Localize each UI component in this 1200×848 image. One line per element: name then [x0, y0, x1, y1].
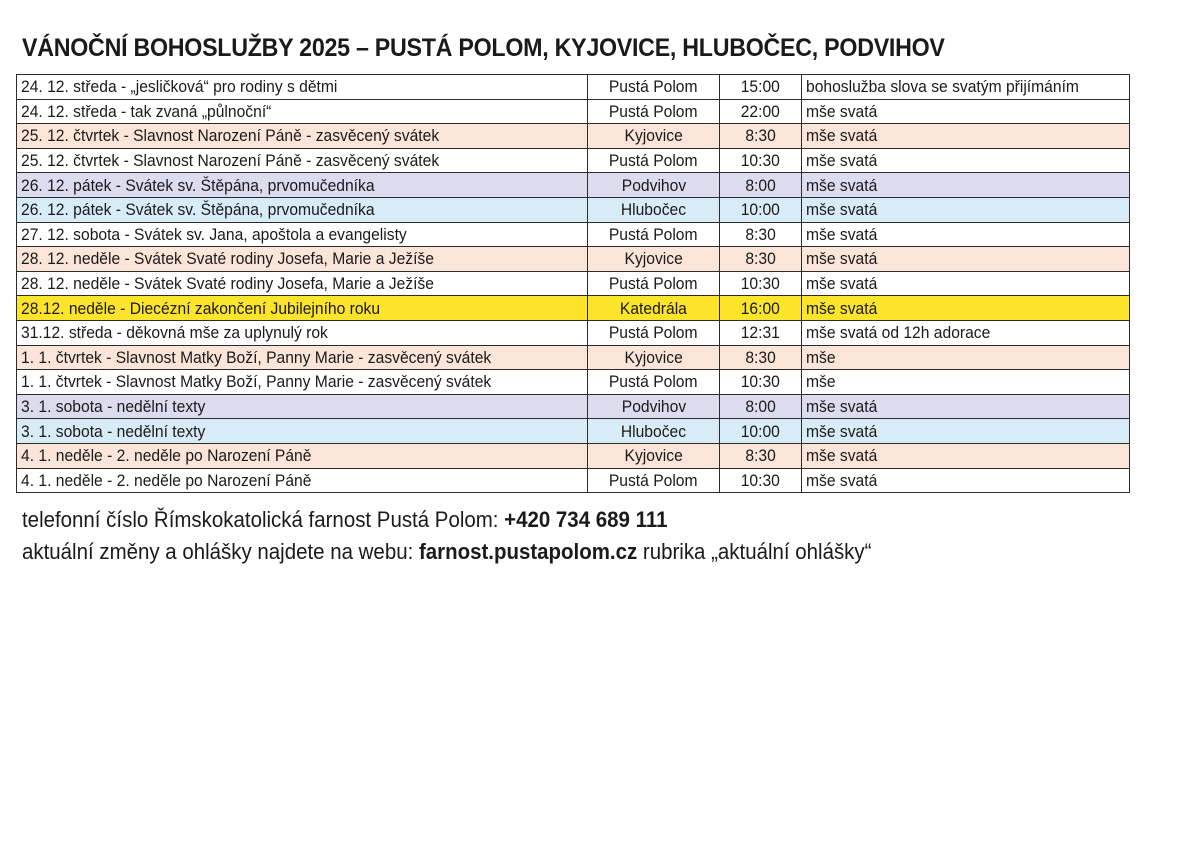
service-description-cell-text: 28. 12. neděle - Svátek Svaté rodiny Josefa, Marie a Ježíše: [21, 274, 434, 294]
place-cell-text: Podvihov: [621, 175, 686, 195]
time-cell-text: 10:00: [740, 200, 781, 220]
time-cell-text: 10:30: [740, 470, 781, 490]
time-cell: [720, 419, 802, 444]
service-description-cell: [17, 370, 588, 395]
table-row: [17, 247, 1130, 272]
service-description-cell-text: 4. 1. neděle - 2. neděle po Narození Páně: [21, 470, 312, 490]
time-cell: [720, 320, 802, 345]
phone-number: +420 734 689 111: [504, 507, 668, 532]
time-cell: [720, 173, 802, 198]
time-cell: [720, 345, 802, 370]
note-cell-text: mše svatá: [806, 274, 878, 294]
service-description-cell: [17, 394, 588, 419]
time-cell-text: 8:30: [745, 249, 776, 269]
time-cell-text: 8:30: [745, 347, 776, 367]
service-description-cell-text: 4. 1. neděle - 2. neděle po Narození Páně: [21, 446, 312, 466]
service-description-cell: [17, 197, 588, 222]
note-cell: [802, 197, 1130, 222]
table-row: [17, 148, 1130, 173]
place-cell-text: Kyjovice: [624, 446, 683, 466]
place-cell: [588, 124, 720, 149]
service-description-cell-text: 1. 1. čtvrtek - Slavnost Matky Boží, Panny Marie - zasvěcený svátek: [21, 347, 492, 367]
note-cell: [802, 468, 1130, 493]
place-cell-text: Pustá Polom: [609, 151, 698, 171]
place-cell: [588, 271, 720, 296]
note-cell-text: mše svatá: [806, 175, 878, 195]
schedule-table: [16, 74, 1130, 493]
note-cell-text: mše: [806, 347, 836, 367]
service-description-cell-text: 28. 12. neděle - Svátek Svaté rodiny Josefa, Marie a Ježíše: [21, 249, 434, 269]
footer-phone: [22, 507, 667, 533]
table-row: [17, 173, 1130, 198]
service-description-cell-text: 1. 1. čtvrtek - Slavnost Matky Boží, Panny Marie - zasvěcený svátek: [21, 372, 492, 392]
note-cell-text: mše svatá: [806, 397, 878, 417]
place-cell-text: Pustá Polom: [609, 101, 698, 121]
table-row: [17, 345, 1130, 370]
service-description-cell-text: 28.12. neděle - Diecézní zakončení Jubilejního roku: [21, 298, 381, 318]
table-row: [17, 296, 1130, 321]
place-cell: [588, 320, 720, 345]
place-cell-text: Hlubočec: [620, 421, 687, 441]
place-cell-text: Katedrála: [620, 298, 687, 318]
time-cell: [720, 296, 802, 321]
service-description-cell: [17, 148, 588, 173]
note-cell: [802, 370, 1130, 395]
service-description-cell: [17, 419, 588, 444]
time-cell: [720, 99, 802, 124]
service-description-cell: [17, 173, 588, 198]
service-description-cell: [17, 296, 588, 321]
service-description-cell-text: 3. 1. sobota - nedělní texty: [21, 397, 206, 417]
place-cell-text: Hlubočec: [620, 200, 687, 220]
service-description-cell-text: 25. 12. čtvrtek - Slavnost Narození Páně - zasvěcený svátek: [21, 126, 440, 146]
note-cell-text: mše svatá: [806, 298, 878, 318]
page-title: VÁNOČNÍ BOHOSLUŽBY 2025 – PUSTÁ POLOM, KYJOVICE, HLUBOČEC, PODVIHOV: [22, 34, 945, 62]
table-row: [17, 443, 1130, 468]
time-cell: [720, 124, 802, 149]
service-description-cell-text: 3. 1. sobota - nedělní texty: [21, 421, 206, 441]
note-cell: [802, 271, 1130, 296]
place-cell-text: Pustá Polom: [609, 224, 698, 244]
note-cell: [802, 247, 1130, 272]
place-cell: [588, 173, 720, 198]
note-cell-text: mše svatá: [806, 151, 878, 171]
service-description-cell-text: 31.12. středa - děkovná mše za uplynulý rok: [21, 323, 328, 343]
note-cell-text: mše svatá: [806, 446, 878, 466]
note-cell-text: mše svatá: [806, 101, 878, 121]
place-cell: [588, 468, 720, 493]
time-cell-text: 10:30: [740, 372, 781, 392]
note-cell-text: mše svatá: [806, 421, 878, 441]
place-cell: [588, 148, 720, 173]
time-cell: [720, 148, 802, 173]
service-description-cell: [17, 247, 588, 272]
time-cell-text: 15:00: [740, 77, 781, 97]
service-description-cell: [17, 443, 588, 468]
note-cell: [802, 320, 1130, 345]
note-cell: [802, 148, 1130, 173]
schedule-body: [17, 75, 1130, 493]
time-cell: [720, 394, 802, 419]
place-cell: [588, 75, 720, 100]
place-cell-text: Kyjovice: [624, 347, 683, 367]
place-cell: [588, 345, 720, 370]
table-row: [17, 222, 1130, 247]
service-description-cell: [17, 271, 588, 296]
place-cell-text: Pustá Polom: [609, 77, 698, 97]
service-description-cell: [17, 75, 588, 100]
time-cell-text: 8:30: [745, 126, 776, 146]
service-description-cell: [17, 345, 588, 370]
time-cell: [720, 222, 802, 247]
time-cell-text: 8:30: [745, 224, 776, 244]
place-cell-text: Kyjovice: [624, 249, 683, 269]
web-url: farnost.pustapolom.cz: [418, 539, 638, 564]
note-cell: [802, 345, 1130, 370]
note-cell: [802, 419, 1130, 444]
service-description-cell: [17, 468, 588, 493]
service-description-cell: [17, 222, 588, 247]
table-row: [17, 320, 1130, 345]
place-cell: [588, 296, 720, 321]
table-row: [17, 419, 1130, 444]
table-row: [17, 370, 1130, 395]
place-cell-text: Pustá Polom: [609, 323, 698, 343]
note-cell: [802, 124, 1130, 149]
note-cell: [802, 75, 1130, 100]
place-cell: [588, 370, 720, 395]
service-description-cell: [17, 99, 588, 124]
time-cell-text: 16:00: [740, 298, 781, 318]
place-cell: [588, 443, 720, 468]
service-description-cell-text: 24. 12. středa - tak zvaná „půlnoční“: [21, 101, 272, 121]
table-row: [17, 124, 1130, 149]
note-cell: [802, 222, 1130, 247]
table-row: [17, 468, 1130, 493]
web-suffix: rubrika „aktuální ohlášky“: [637, 539, 872, 564]
note-cell-text: mše svatá: [806, 470, 878, 490]
time-cell-text: 22:00: [740, 101, 781, 121]
web-prefix: aktuální změny a ohlášky najdete na webu:: [22, 539, 419, 564]
place-cell-text: Pustá Polom: [609, 372, 698, 392]
time-cell-text: 10:30: [740, 274, 781, 294]
phone-label: telefonní číslo Římskokatolická farnost Pustá Polom:: [22, 507, 505, 532]
place-cell-text: Podvihov: [621, 397, 686, 417]
service-description-cell-text: 26. 12. pátek - Svátek sv. Štěpána, prvomučedníka: [21, 200, 375, 220]
time-cell-text: 12:31: [740, 323, 781, 343]
note-cell: [802, 394, 1130, 419]
place-cell-text: Pustá Polom: [609, 274, 698, 294]
time-cell-text: 10:30: [740, 151, 781, 171]
time-cell: [720, 468, 802, 493]
footer-web: [22, 539, 871, 565]
note-cell-text: mše svatá: [806, 224, 878, 244]
time-cell-text: 8:00: [745, 175, 776, 195]
place-cell: [588, 394, 720, 419]
place-cell-text: Pustá Polom: [609, 470, 698, 490]
service-description-cell: [17, 320, 588, 345]
service-description-cell: [17, 124, 588, 149]
place-cell: [588, 197, 720, 222]
time-cell: [720, 197, 802, 222]
table-row: [17, 394, 1130, 419]
note-cell: [802, 173, 1130, 198]
place-cell: [588, 99, 720, 124]
note-cell-text: mše svatá: [806, 200, 878, 220]
note-cell-text: mše svatá od 12h adorace: [806, 323, 991, 343]
note-cell: [802, 443, 1130, 468]
table-row: [17, 99, 1130, 124]
time-cell-text: 8:30: [745, 446, 776, 466]
note-cell-text: mše svatá: [806, 126, 878, 146]
time-cell: [720, 247, 802, 272]
service-description-cell-text: 26. 12. pátek - Svátek sv. Štěpána, prvomučedníka: [21, 175, 375, 195]
time-cell: [720, 443, 802, 468]
note-cell: [802, 296, 1130, 321]
place-cell: [588, 247, 720, 272]
time-cell: [720, 370, 802, 395]
table-row: [17, 75, 1130, 100]
place-cell: [588, 222, 720, 247]
place-cell: [588, 419, 720, 444]
note-cell-text: mše svatá: [806, 249, 878, 269]
time-cell: [720, 271, 802, 296]
note-cell-text: bohoslužba slova se svatým přijímáním: [806, 77, 1079, 97]
note-cell-text: mše: [806, 372, 836, 392]
time-cell-text: 10:00: [740, 421, 781, 441]
table-row: [17, 197, 1130, 222]
service-description-cell-text: 24. 12. středa - „jesličková“ pro rodiny s dětmi: [21, 77, 338, 97]
service-description-cell-text: 25. 12. čtvrtek - Slavnost Narození Páně - zasvěcený svátek: [21, 151, 440, 171]
table-row: [17, 271, 1130, 296]
time-cell-text: 8:00: [745, 397, 776, 417]
time-cell: [720, 75, 802, 100]
note-cell: [802, 99, 1130, 124]
place-cell-text: Kyjovice: [624, 126, 683, 146]
service-description-cell-text: 27. 12. sobota - Svátek sv. Jana, apoštola a evangelisty: [21, 224, 407, 244]
